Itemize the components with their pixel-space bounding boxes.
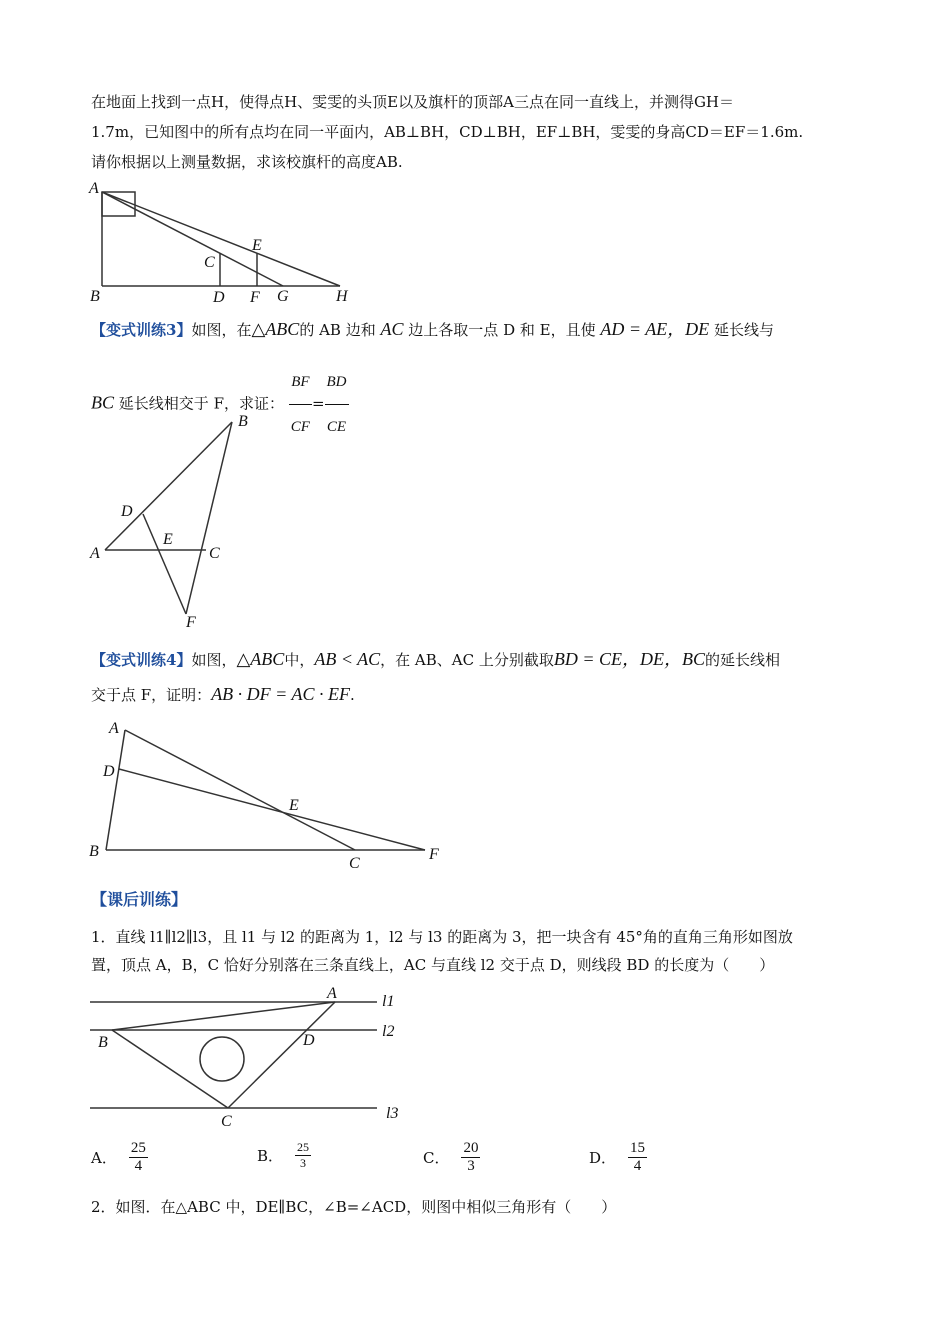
fig4-label-l3: l3 <box>386 1105 399 1122</box>
q1-line-2: 置，顶点 A，B，C 恰好分别落在三条直线上，AC 与直线 l2 交于点 D，则线段 BD 的长度为（ ） <box>91 956 775 974</box>
fig4-label-C: C <box>221 1113 232 1130</box>
exercise3-line-2: BC 延长线相交于 F，求证： $\frac{BF}{CF}$ = $\frac{BD}{CE}$ <box>91 360 349 449</box>
fig1-label-F: F <box>250 289 260 306</box>
fig1-label-D: D <box>213 289 225 306</box>
exercise4-tag: 【变式训练4】 <box>91 651 192 669</box>
problem-line-3: 请你根据以上测量数据，求该校旗杆的高度AB. <box>91 153 403 171</box>
fig2-label-D: D <box>121 503 133 520</box>
fig3-label-E: E <box>289 797 299 814</box>
exercise3-tag: 【变式训练3】 <box>91 321 192 339</box>
fig1-label-B: B <box>90 288 100 305</box>
fig3-label-D: D <box>103 763 115 780</box>
fig3-label-C: C <box>349 855 360 872</box>
option-d[interactable]: D． $\frac{15}{4}$ <box>589 1140 646 1174</box>
flagpole-lines <box>102 192 340 286</box>
parallel-lines-fig4 <box>90 1002 377 1108</box>
fig1-label-E: E <box>252 237 262 254</box>
option-c[interactable]: C． $\frac{20}{3}$ <box>423 1140 479 1174</box>
option-d-fraction: $\frac{15}{4}$ <box>630 1140 646 1174</box>
fig4-label-D: D <box>303 1032 315 1049</box>
fig2-label-A: A <box>90 545 100 562</box>
fig2-label-F: F <box>186 614 196 631</box>
fig4-label-l2: l2 <box>382 1023 395 1040</box>
homework-title: 【课后训练】 <box>91 890 188 909</box>
q2-line-1: 2．如图．在△ABC 中，DE∥BC，∠B=∠ACD，则图中相似三角形有（ ） <box>91 1198 617 1216</box>
exercise3-line-1: 【变式训练3】如图，在△ABC的 AB 边和 AC 边上各取一点 D 和 E，且使 AD = AE，DE 延长线与 <box>91 319 774 339</box>
option-c-fraction: $\frac{20}{3}$ <box>463 1140 479 1174</box>
fig2-label-C: C <box>209 545 220 562</box>
fig2-label-E: E <box>163 531 173 548</box>
fig1-label-H: H <box>336 288 348 305</box>
option-b-fraction: $\frac{25}{3}$ <box>297 1140 310 1170</box>
fig1-label-A: A <box>89 180 99 197</box>
triangle-fig3-lines <box>106 730 425 850</box>
fraction-bf-cf: $\frac{BF}{CF}$ <box>289 360 312 449</box>
problem-line-1: 在地面上找到一点H，使得点H、雯雯的头顶E以及旗杆的顶部A三点在同一直线上，并测得GH＝ <box>91 93 735 111</box>
option-a-fraction: $\frac{25}{4}$ <box>130 1140 146 1174</box>
option-a[interactable]: A． $\frac{25}{4}$ <box>91 1140 146 1174</box>
exercise4-line-1: 【变式训练4】如图，△ABC中，AB < AC，在 AB、AC 上分别截取BD = CE，DE，BC的延长线相 <box>91 649 780 669</box>
exercise4-line-2: 交于点 F，证明：AB · DF = AC · EF. <box>91 684 355 704</box>
fig2-label-B: B <box>238 413 248 430</box>
fig1-label-C: C <box>204 254 215 271</box>
fig3-label-B: B <box>89 843 99 860</box>
q1-line-1: 1．直线 l1∥l2∥l3，且 l1 与 l2 的距离为 1，l2 与 l3 的距离为 3，把一块含有 45°角的直角三角形如图放 <box>91 928 793 946</box>
option-b[interactable]: B． $\frac{25}{3}$ <box>257 1140 310 1170</box>
fig4-label-A: A <box>327 985 337 1002</box>
fig3-label-A: A <box>109 720 119 737</box>
fig3-label-F: F <box>429 846 439 863</box>
fraction-bd-ce: $\frac{BD}{CE}$ <box>325 360 349 449</box>
fig1-label-G: G <box>277 288 289 305</box>
fig4-label-B: B <box>98 1034 108 1051</box>
problem-line-2: 1.7m，已知图中的所有点均在同一平面内，AB⊥BH，CD⊥BH，EF⊥BH，雯雯的身高CD＝EF＝1.6m. <box>91 123 804 141</box>
fig4-label-l1: l1 <box>382 993 395 1010</box>
